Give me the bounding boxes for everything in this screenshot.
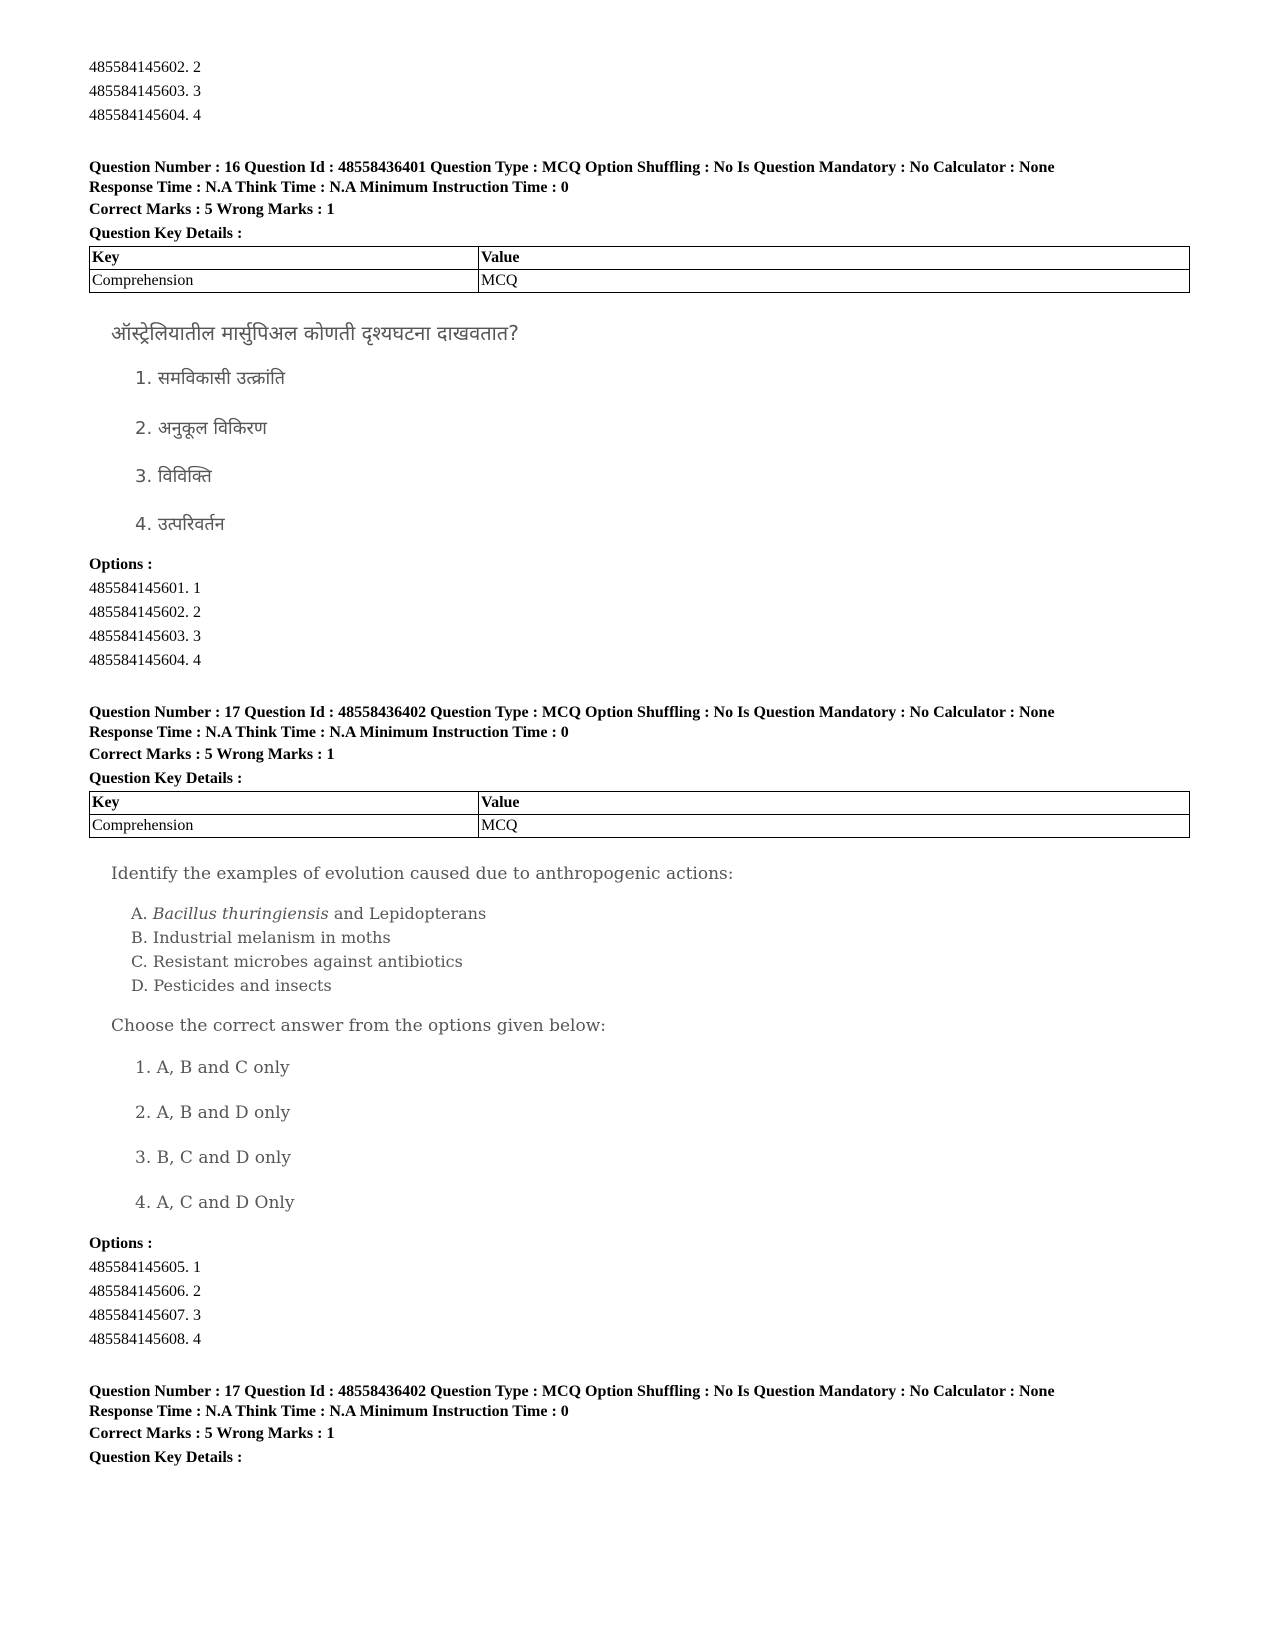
option-line: 485584145602. 2 [89,59,201,76]
choice-2: 2. अनुकूल विकिरण [135,418,267,439]
question-17-repeat [89,1382,1189,1470]
question-timing-line: Response Time : N.A Think Time : N.A Minimum Instruction Time : 0 [89,179,569,196]
statement-c: C. Resistant microbes against antibiotics [131,952,463,971]
table-cell-value: MCQ [479,815,1190,838]
choice-1: 1. A, B and C only [135,1058,290,1078]
option-line: 485584145608. 4 [89,1331,201,1348]
statement-b: B. Industrial melanism in moths [131,928,391,947]
choice-4: 4. A, C and D Only [135,1193,295,1213]
table-header-value: Value [479,247,1190,270]
table-cell-value: MCQ [479,270,1190,293]
question-stem: ऑस्ट्रेलियातील मार्सुपिअल कोणती दृश्यघटना दाखवतात? [111,321,519,345]
question-16 [89,158,1189,673]
question-stem: Identify the examples of evolution caused due to anthropogenic actions: [111,864,734,884]
marks-line: Correct Marks : 5 Wrong Marks : 1 [89,1425,335,1442]
question-timing-line: Response Time : N.A Think Time : N.A Minimum Instruction Time : 0 [89,1403,569,1420]
choice-4: 4. उत्परिवर्तन [135,514,225,535]
choice-3: 3. विविक्ति [135,466,212,487]
instruction-text: Choose the correct answer from the options given below: [111,1016,606,1036]
choice-1: 1. समविकासी उत्क्रांति [135,368,286,389]
statement-a-prefix: A. [131,904,153,923]
marks-line: Correct Marks : 5 Wrong Marks : 1 [89,201,335,218]
key-details-label: Question Key Details : [89,1449,243,1466]
options-label: Options : [89,1235,153,1252]
statement-a-suffix: and Lepidopterans [328,904,487,923]
option-line: 485584145602. 2 [89,604,201,621]
key-details-label: Question Key Details : [89,770,243,787]
option-line: 485584145607. 3 [89,1307,201,1324]
question-meta-line: Question Number : 16 Question Id : 48558436401 Question Type : MCQ Option Shuffling : No Is Question Mandatory : No Calculator : None [89,159,1055,176]
question-17 [89,703,1189,1352]
key-details-label: Question Key Details : [89,225,243,242]
statement-a [89,902,1189,926]
question-meta-line: Question Number : 17 Question Id : 48558436402 Question Type : MCQ Option Shuffling : No Is Question Mandatory : No Calculator : None [89,704,1055,721]
question-meta-line: Question Number : 17 Question Id : 48558436402 Question Type : MCQ Option Shuffling : No Is Question Mandatory : No Calculator : None [89,1383,1055,1400]
option-line: 485584145605. 1 [89,1259,201,1276]
statement-a-italic: Bacillus thuringiensis [152,904,329,923]
options-label: Options : [89,556,153,573]
question-image [89,860,1189,1226]
table-header-value: Value [479,792,1190,815]
key-details-table [89,246,1190,293]
option-line: 485584145606. 2 [89,1283,201,1300]
table-header-key: Key [90,247,479,270]
question-timing-line: Response Time : N.A Think Time : N.A Minimum Instruction Time : 0 [89,724,569,741]
choice-2: 2. A, B and D only [135,1103,291,1123]
table-cell-key: Comprehension [90,270,479,293]
option-line: 485584145604. 4 [89,652,201,669]
option-line: 485584145601. 1 [89,580,201,597]
document-page [89,56,1189,1470]
option-line: 485584145604. 4 [89,107,201,124]
choice-3: 3. B, C and D only [135,1148,291,1168]
option-line: 485584145603. 3 [89,628,201,645]
table-cell-key: Comprehension [90,815,479,838]
statement-d: D. Pesticides and insects [131,976,332,995]
marks-line: Correct Marks : 5 Wrong Marks : 1 [89,746,335,763]
table-header-key: Key [90,792,479,815]
option-line: 485584145603. 3 [89,83,201,100]
top-options-list [89,56,1189,128]
key-details-table [89,791,1190,838]
question-image [89,319,1189,545]
